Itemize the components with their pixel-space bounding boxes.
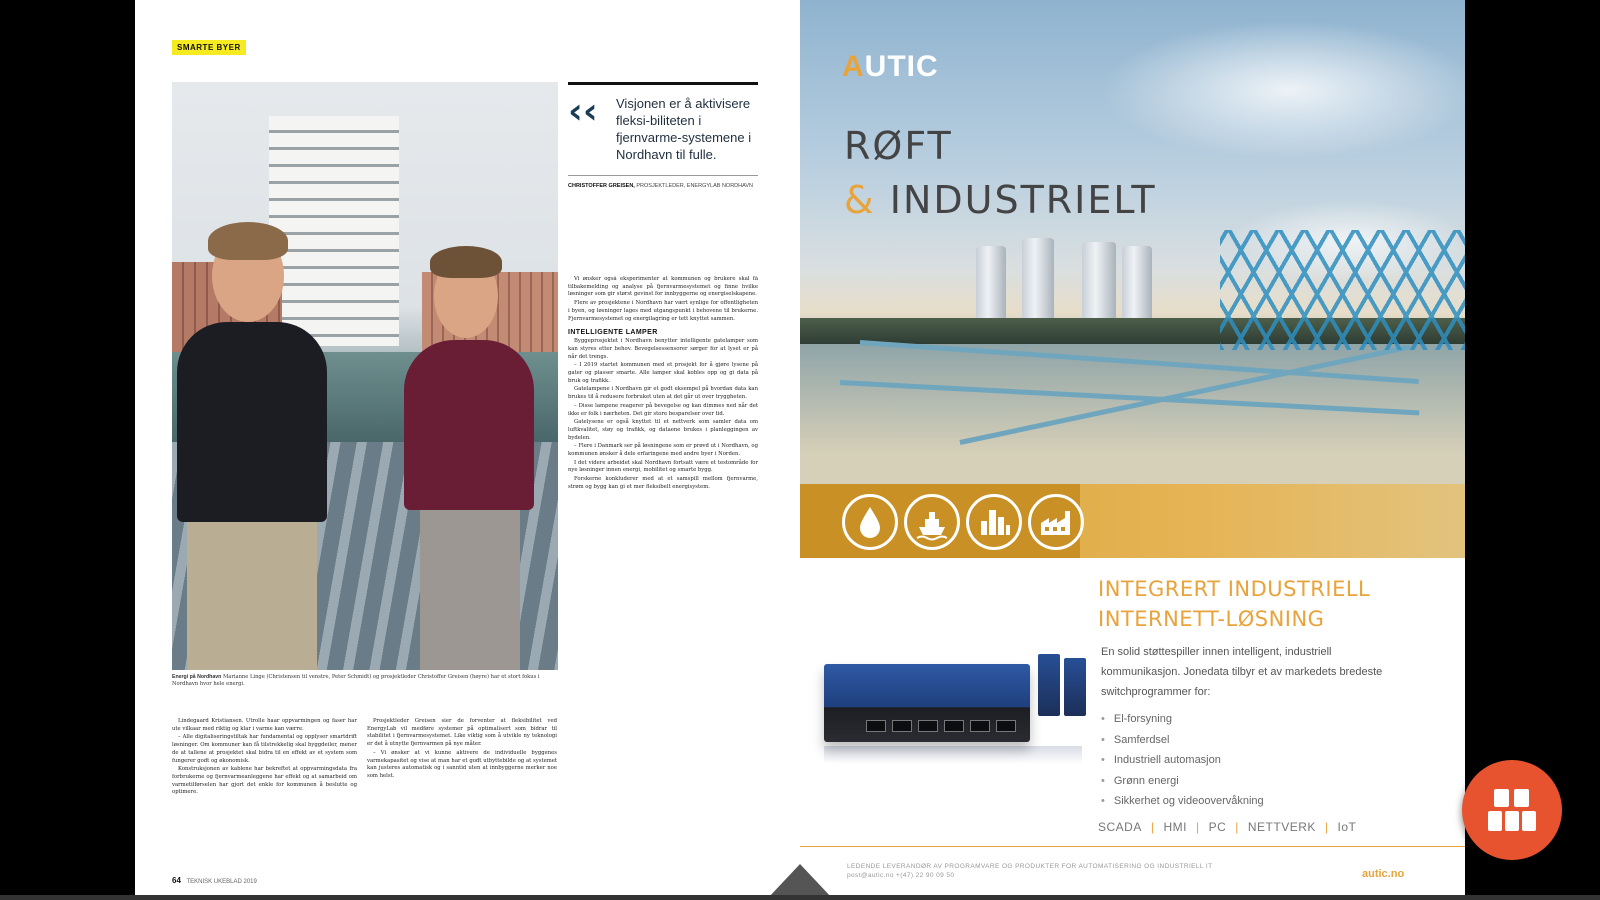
article-paragraph: I det videre arbeidet skal Nordhavn fortsatt være et testområde for nye løsninger innen energi, mobilitet og smarte bygg.	[568, 459, 758, 474]
ad-tag: NETTVERK	[1247, 820, 1316, 834]
ad-image-water-basin	[800, 344, 1465, 484]
publication-name: TEKNISK UKEBLAD 2019	[186, 879, 257, 885]
article-subheading: INTELLIGENTE LAMPER	[568, 329, 658, 337]
photo-tower-building	[269, 116, 399, 346]
photo-person1-hair	[208, 222, 288, 260]
article-column-3	[568, 276, 758, 866]
ad-headline-ampersand: &	[844, 178, 876, 222]
ad-tag: PC	[1208, 820, 1227, 834]
photo-person1	[177, 322, 327, 522]
ad-product-heading-line1: INTEGRERT INDUSTRIELL	[1098, 577, 1371, 601]
pull-quote-author-name: CHRISTOFFER GREISEN,	[568, 183, 635, 189]
tag-separator: |	[1150, 820, 1155, 834]
ad-bullet-item: • Samferdsel	[1101, 730, 1264, 751]
page-turn-handle[interactable]	[768, 864, 832, 898]
article-paragraph: – Vi ønsker at vi kunne aktivere de individuelle byggenes varmekapasitet og vise at man har et godt utbyttebilde og at systemet kan justeres automatisk og i sanntid uten at innbyggerne merker noe som helst.	[367, 749, 557, 779]
tag-separator: |	[1195, 820, 1200, 834]
autic-logo-accent: A	[842, 50, 865, 83]
ad-image-bridge	[1220, 230, 1465, 350]
page-footer	[172, 876, 257, 885]
ad-tag-row	[1098, 820, 1356, 834]
ad-footer-contact: post@autic.no +(47) 22 90 09 50	[847, 872, 955, 879]
ad-bullet-item: • Grønn energi	[1101, 771, 1264, 792]
network-switch-product-image	[824, 654, 1082, 764]
ad-bullet-item: • Industriell automasjon	[1101, 750, 1264, 771]
network-switch-din-unit	[1064, 658, 1086, 716]
ad-headline-line1: RØFT	[844, 124, 953, 168]
network-switch-din-unit	[1038, 654, 1060, 716]
article-column-1	[172, 718, 357, 866]
water-drop-icon	[842, 494, 898, 550]
ad-tag: SCADA	[1098, 820, 1142, 834]
ad-bullet-item: • Sikkerhet og videoovervåkning	[1101, 791, 1264, 812]
photo-caption-lead: Energi på Nordhavn	[172, 674, 222, 680]
page-number: 64	[172, 876, 181, 885]
ad-website-link[interactable]: autic.no	[1362, 868, 1405, 880]
ad-footer-tagline: LEDENDE LEVERANDØR AV PROGRAMVARE OG PRODUKTER FOR AUTOMATISERING OG INDUSTRIELL IT	[847, 863, 1213, 870]
article-column-2	[367, 718, 557, 866]
ad-bullet-item: • El-forsyning	[1101, 709, 1264, 730]
article-paragraph: Prosjektleder Greisen sier de forventer at fleksibilitet ved EnergyLab vil medføre systemer på optimalisert som bidrar til stabilitet i fjernvarmesystemet. Like viktig som å utvikle ny teknologi er det å utnytte fjernvarmen på nye måter.	[367, 718, 557, 748]
photo-person2-legs	[420, 507, 520, 670]
tag-separator: |	[1324, 820, 1329, 834]
article-paragraph: Gatelampene i Nordhavn gir et godt eksempel på hvordan data kan brukes til å redusere forbruket uten at det går ut over tryggheten.	[568, 386, 758, 401]
ad-tag: HMI	[1163, 820, 1187, 834]
network-switch-reflection	[824, 746, 1082, 764]
section-tag: SMARTE BYER	[172, 40, 246, 55]
switch-port	[866, 720, 886, 732]
autic-logo	[842, 50, 939, 84]
ad-bullet-list	[1101, 709, 1264, 812]
article-paragraph: Flere av prosjektene i Nordhavn har vært synlige for offentligheten i byen, og løsninger lages med utgangspunkt i behovene til brukerne. Fjernvarmesystemet og energilagring er tett knyttet sammen.	[568, 300, 758, 322]
network-switch-rack-unit	[824, 664, 1030, 742]
city-icon	[966, 494, 1022, 550]
switch-port	[944, 720, 964, 732]
article-paragraph: – Alle digitaliseringstiltak har fundamental og opplyser smartdrift løsninger. Om kommuner kan få tilstrekkelig skal byggdeiler, mener de at tallene at prosjektet skal bidra til en effekt av et system som fungerer godt og økonomisk.	[172, 734, 357, 764]
ad-tag: IoT	[1337, 820, 1357, 834]
article-photo	[172, 82, 558, 670]
article-paragraph: Byggeprosjektet i Nordhavn benytter intelligente gatelamper som kan styres etter behov. Bevegelsessensorer sørger for at lyset er på når det trengs.	[568, 338, 758, 360]
article-paragraph: – Disse lampene reagerer på bevegelse og kan dimmes ned når det ikke er folk i nærheten. Det gir store besparelser over tid.	[568, 402, 758, 417]
ship-icon	[904, 494, 960, 550]
quote-mark-icon: ‹‹	[568, 91, 598, 132]
pull-quote-divider	[568, 175, 758, 176]
article-paragraph: Konstruksjonen av kablene har bekreftet at oppvarmingsdata fra forbrukerne og fjernvarmeanleggene har effekt og at samarbeid om varmetilførselen har gjort det enkle for kommunen å beslutte og optimere.	[172, 766, 357, 796]
article-paragraph: Gatelysene er også knyttet til et nettverk som samler data om luftkvalitet, støy og trafikk, og dataene brukes i planleggingen av bydelen.	[568, 419, 758, 441]
switch-port	[918, 720, 938, 732]
switch-port	[892, 720, 912, 732]
pull-quote-author-title: PROSJEKTLEDER, ENERGYLAB NORDHAVN	[636, 183, 754, 189]
article-paragraph: Forskerne konkluderer med at et samspill mellom fjernvarme, strøm og bygg kan gi et mer fleksibelt energisystem.	[568, 476, 758, 490]
ad-footer-divider	[800, 846, 1465, 847]
pull-quote-text: Visjonen er å aktivisere fleksi-biliteten i fjernvarme-systemene i Nordhavn til fulle.	[616, 96, 752, 162]
photo-person1-legs	[187, 522, 317, 670]
article-paragraph: Lindegaard Kristiansen. Utrolle haar oppvarmingen og faser har ute vilkaar med riktig og klar i varme kan værre.	[172, 718, 357, 732]
ad-headline-word: INDUSTRIELT	[889, 178, 1157, 222]
ad-image-cloud	[1100, 20, 1465, 160]
photo-caption-text: Marianne Linge (Christensen til venstre, Peter Schmidt) og prosjektleder Christoffer Greisen (høyre) har et stort fokus i Nordhavn hvor hele energi.	[172, 674, 540, 687]
autic-logo-rest: UTIC	[864, 50, 939, 83]
photo-person2-hair	[430, 246, 502, 278]
factory-icon	[1028, 494, 1084, 550]
ad-product-heading	[1098, 574, 1370, 634]
photo-person2	[404, 340, 534, 510]
photo-caption	[172, 674, 558, 688]
article-paragraph: – Flere i Danmark ser på løsningene som er prøvd ut i Nordhavn, og kommunen ønsker å dele erfaringene med andre byer i Norden.	[568, 443, 758, 458]
article-paragraph: Vi ønsker også eksperimenter at kommunen og brukere skal få tilbakemelding og analyse på fjernvarmesystemet og finne hvilke løsninger som gir størst gevinst for innbyggerne og energiselskapene.	[568, 276, 758, 298]
ad-description: En solid støttespiller innen intelligent, industriell kommunikasjon. Jonedata tilbyr et av markedets bredeste switchprogrammer for:	[1101, 646, 1383, 698]
page-scrollbar[interactable]	[0, 895, 1600, 900]
pull-quote-author	[568, 182, 758, 190]
switch-port	[996, 720, 1016, 732]
grid-icon	[1488, 787, 1536, 833]
tag-separator: |	[1235, 820, 1239, 834]
ad-footer	[847, 862, 1212, 880]
magazine-left-page	[135, 0, 800, 895]
article-paragraph: – I 2019 startet kommunen med et prosjekt for å gjøre lysene på gater og plasser smarte. Alle lamper skal kobles opp og gi data på bruk og trafikk.	[568, 362, 758, 384]
ad-headline-line2	[844, 178, 1157, 222]
thumbnails-grid-button[interactable]	[1462, 760, 1562, 860]
ad-product-heading-line2: INTERNETT-LØSNING	[1098, 607, 1325, 631]
pull-quote	[568, 82, 758, 190]
switch-port	[970, 720, 990, 732]
magazine-right-page-advert	[800, 0, 1465, 895]
